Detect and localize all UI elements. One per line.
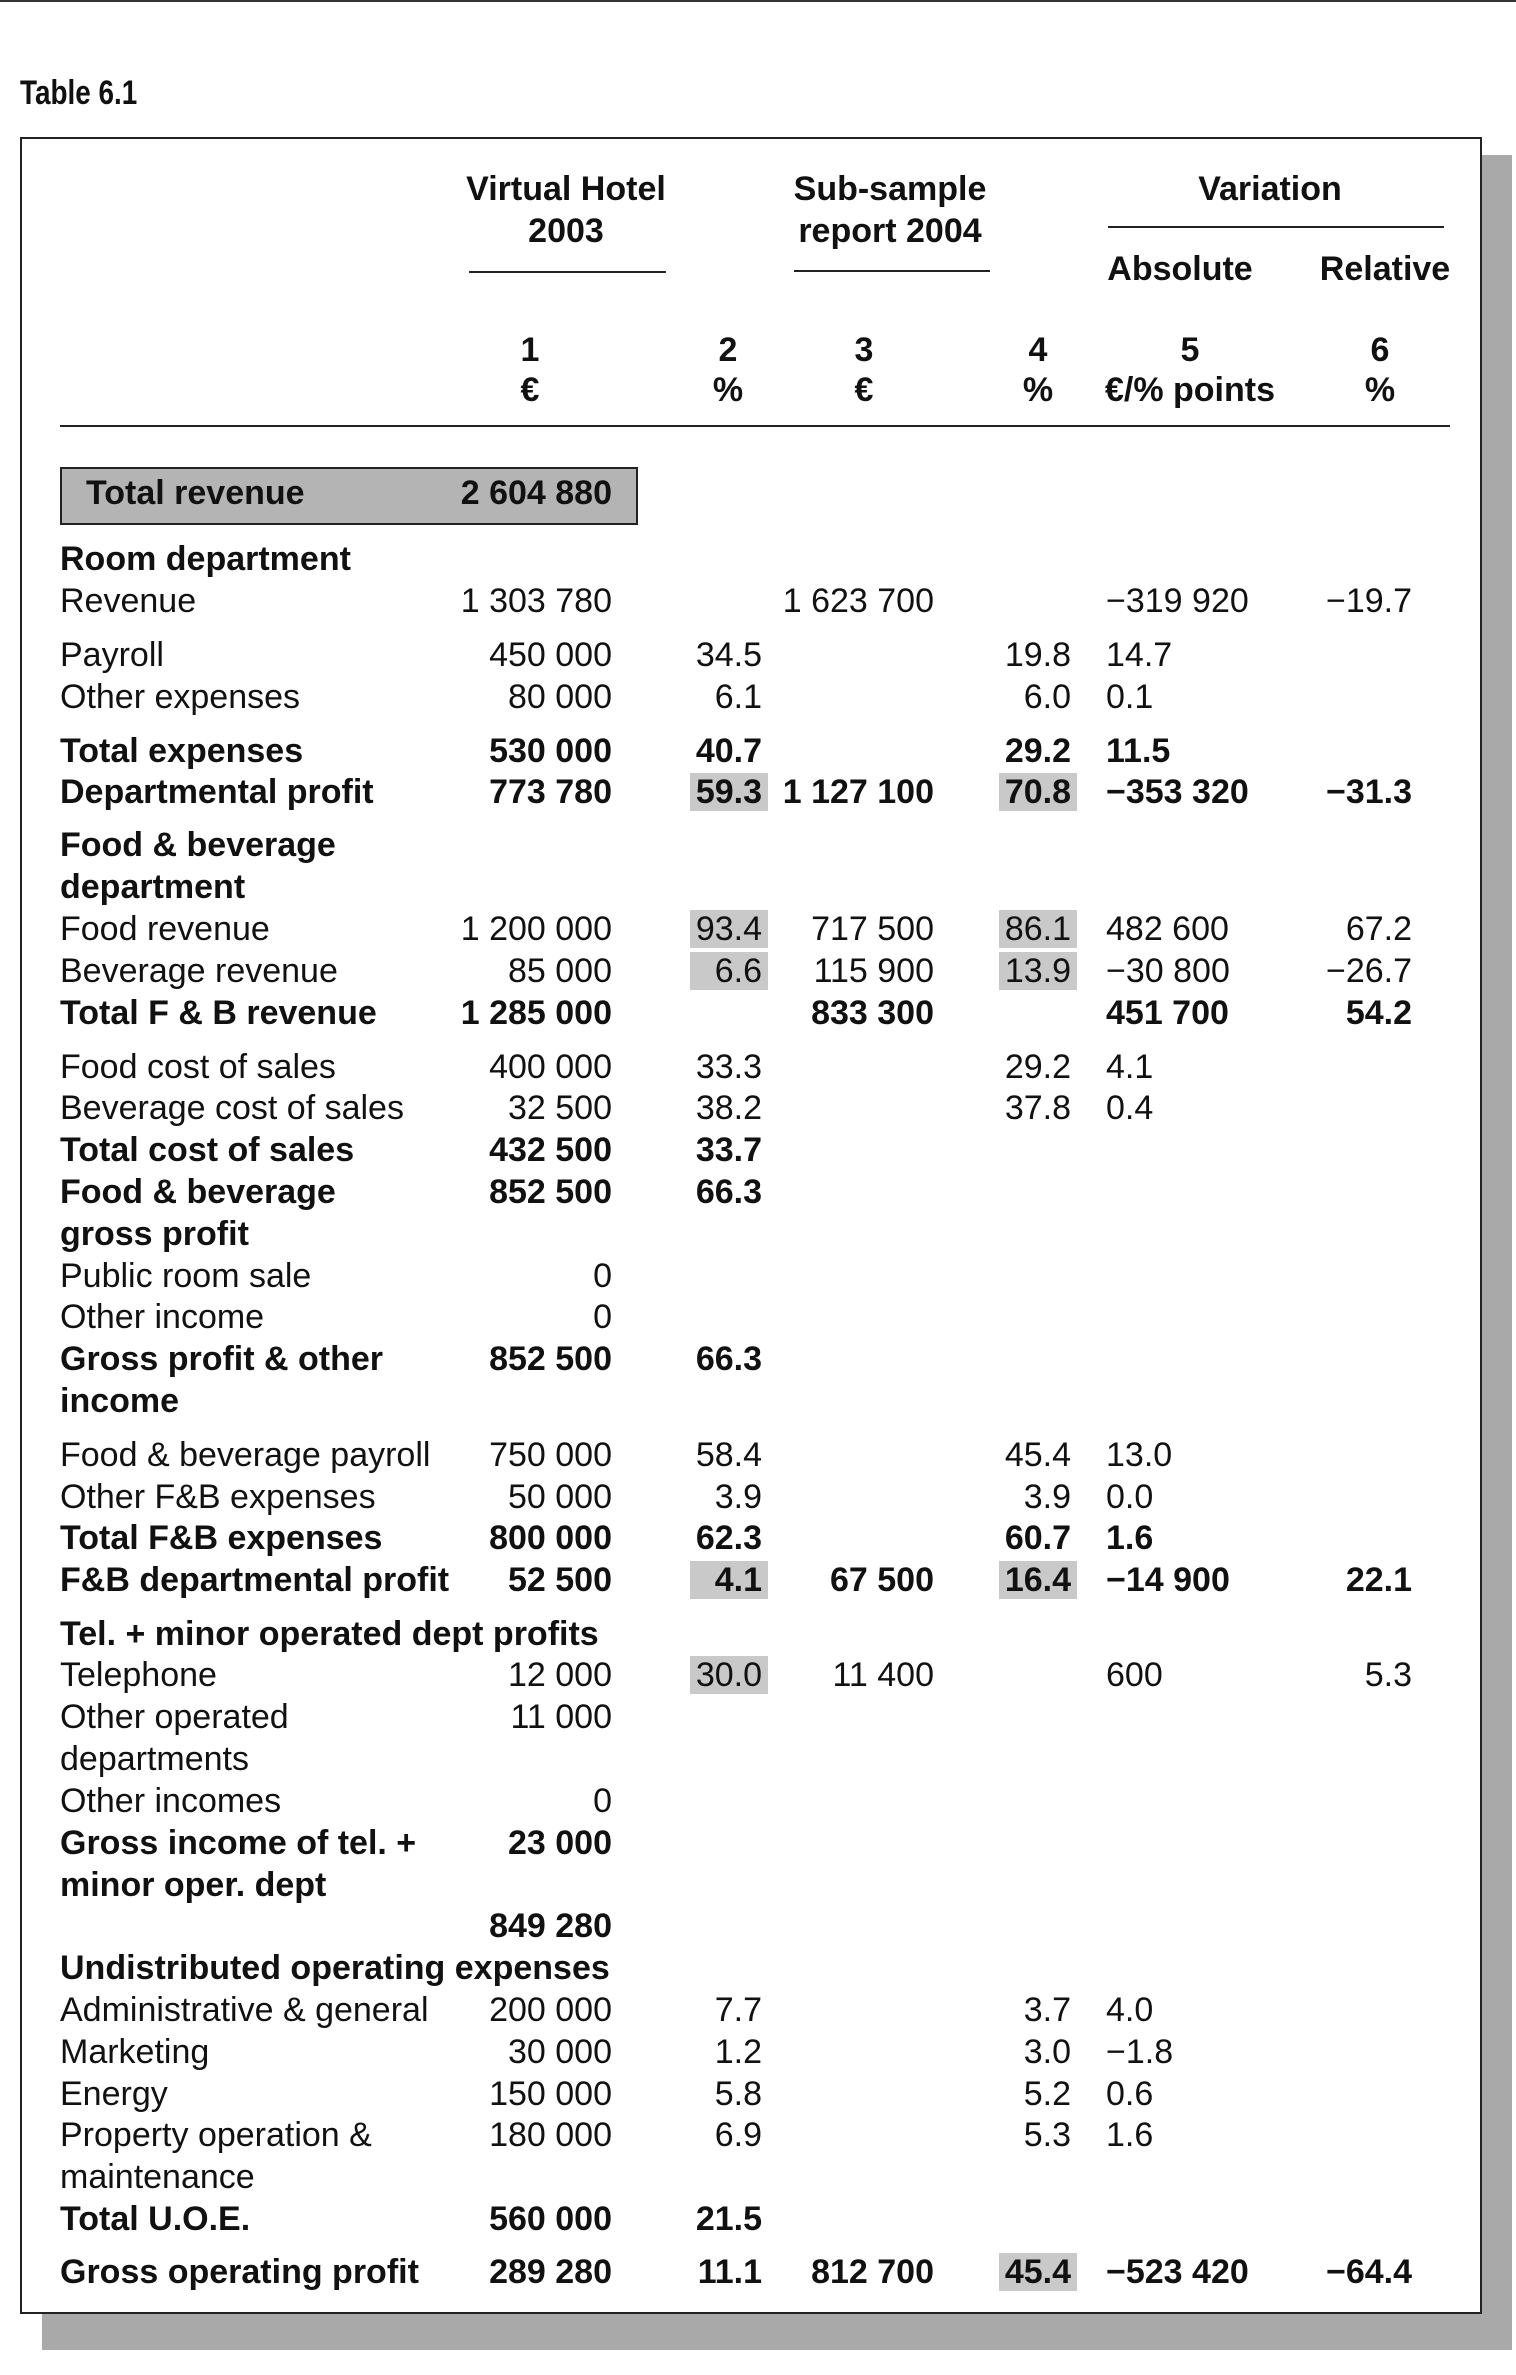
cell-c1: 1 200 000 xyxy=(460,910,612,948)
column-unit-4: % xyxy=(1022,371,1054,409)
column-unit-6: % xyxy=(1364,371,1396,409)
cell-c5: 0.0 xyxy=(1106,1478,1154,1516)
cell-c5: 13.0 xyxy=(1106,1436,1173,1474)
cell-c2: 59.3 xyxy=(695,773,762,811)
column-unit-1: € xyxy=(520,371,540,409)
row-label: Energy xyxy=(60,2075,168,2113)
cell-c2: 34.5 xyxy=(695,636,762,674)
cell-c5: 0.4 xyxy=(1106,1089,1154,1127)
row-label: Beverage revenue xyxy=(60,952,338,990)
header-virtual-hotel-line1: Virtual Hotel xyxy=(466,170,666,208)
total-revenue-value: 2 604 880 xyxy=(460,474,612,512)
cell-c5: 11.5 xyxy=(1106,732,1171,770)
row-label: Total cost of sales xyxy=(60,1131,355,1169)
row-label: Departmental profit xyxy=(60,773,374,811)
cell-c1: 23 000 xyxy=(508,1824,612,1862)
cell-c1: 80 000 xyxy=(508,678,612,716)
cell-c4: 29.2 xyxy=(1004,1048,1071,1086)
cell-c1: 432 500 xyxy=(489,1131,612,1169)
row-label: Total F & B revenue xyxy=(60,994,377,1032)
cell-c2: 38.2 xyxy=(695,1089,762,1127)
cell-c2: 4.1 xyxy=(714,1561,762,1599)
cell-c1: 800 000 xyxy=(489,1519,612,1557)
cell-c5: −1.8 xyxy=(1106,2033,1174,2071)
row-label: Other income xyxy=(60,1298,265,1336)
row-label: Food cost of sales xyxy=(60,1048,336,1086)
cell-c1: 1 303 780 xyxy=(460,582,612,620)
cell-c1: 773 780 xyxy=(489,773,612,811)
cell-c4: 5.2 xyxy=(1023,2075,1071,2113)
row-label: Total U.O.E. xyxy=(60,2200,251,2238)
cell-c3: 11 400 xyxy=(832,1656,934,1694)
cell-c2: 21.5 xyxy=(695,2200,762,2238)
row-label: department xyxy=(60,868,246,906)
cell-c3: 833 300 xyxy=(811,994,934,1032)
cell-c5: 451 700 xyxy=(1106,994,1229,1032)
row-label: Marketing xyxy=(60,2033,210,2071)
cell-c5: −14 900 xyxy=(1106,1561,1230,1599)
cell-c5: 14.7 xyxy=(1106,636,1173,674)
column-number-1: 1 xyxy=(520,331,540,369)
table-caption: Table 6.1 xyxy=(20,74,138,112)
cell-c2: 1.2 xyxy=(714,2033,762,2071)
cell-c1: 200 000 xyxy=(489,1991,612,2029)
row-label: Other incomes xyxy=(60,1782,282,1820)
header-virtual-hotel-line2: 2003 xyxy=(528,212,604,250)
row-label: Food & beverage payroll xyxy=(60,1436,431,1474)
row-label: Administrative & general xyxy=(60,1991,429,2029)
row-label: Other expenses xyxy=(60,678,301,716)
row-label: Tel. + minor operated dept profits xyxy=(60,1615,599,1653)
cell-c2: 6.6 xyxy=(714,952,762,990)
cell-c3: 1 623 700 xyxy=(782,582,934,620)
cell-c1: 50 000 xyxy=(508,1478,612,1516)
cell-c1: 32 500 xyxy=(508,1089,612,1127)
cell-c5: 4.0 xyxy=(1106,1991,1154,2029)
cell-c1: 180 000 xyxy=(489,2116,612,2154)
cell-c2: 93.4 xyxy=(695,910,762,948)
cell-c3: 67 500 xyxy=(830,1561,934,1599)
cell-c5: 0.6 xyxy=(1106,2075,1154,2113)
header-variation: Variation xyxy=(1198,170,1342,208)
row-label: Property operation & xyxy=(60,2116,372,2154)
cell-c4: 13.9 xyxy=(1004,952,1071,990)
cell-c2: 62.3 xyxy=(695,1519,762,1557)
cell-c2: 33.3 xyxy=(695,1048,762,1086)
row-label: Other F&B expenses xyxy=(60,1478,376,1516)
column-number-5: 5 xyxy=(1180,331,1200,369)
cell-c1: 750 000 xyxy=(489,1436,612,1474)
cell-c1: 12 000 xyxy=(508,1656,612,1694)
cell-c5: 1.6 xyxy=(1106,2116,1154,2154)
cell-c6: −26.7 xyxy=(1325,952,1412,990)
row-label: Gross operating profit xyxy=(60,2253,419,2291)
row-label: Gross income of tel. + xyxy=(60,1824,417,1862)
column-number-6: 6 xyxy=(1370,331,1390,369)
cell-c4: 29.2 xyxy=(1004,732,1071,770)
cell-c4: 70.8 xyxy=(1004,773,1071,811)
cell-c2: 58.4 xyxy=(695,1436,762,1474)
row-label: Total expenses xyxy=(60,732,304,770)
cell-c1: 450 000 xyxy=(489,636,612,674)
cell-c5: 4.1 xyxy=(1106,1048,1154,1086)
row-label: Beverage cost of sales xyxy=(60,1089,404,1127)
cell-c5: 0.1 xyxy=(1106,678,1154,716)
cell-c4: 60.7 xyxy=(1004,1519,1071,1557)
row-label: F&B departmental profit xyxy=(60,1561,450,1599)
cell-c2: 40.7 xyxy=(695,732,762,770)
cell-c2: 6.9 xyxy=(714,2116,762,2154)
cell-c1: 560 000 xyxy=(489,2200,612,2238)
cell-c1: 150 000 xyxy=(489,2075,612,2113)
cell-c5: 600 xyxy=(1106,1656,1163,1694)
row-label: income xyxy=(60,1382,180,1420)
row-label: Food & beverage xyxy=(60,1173,336,1211)
cell-c6: 54.2 xyxy=(1345,994,1412,1032)
cell-c1: 85 000 xyxy=(508,952,612,990)
cell-c4: 86.1 xyxy=(1004,910,1071,948)
cell-c2: 3.9 xyxy=(714,1478,762,1516)
cell-c1: 1 285 000 xyxy=(460,994,612,1032)
row-label: Food revenue xyxy=(60,910,270,948)
row-label: maintenance xyxy=(60,2158,255,2196)
header-bottom-rule xyxy=(60,425,1450,427)
cell-c3: 812 700 xyxy=(811,2253,934,2291)
column-number-4: 4 xyxy=(1028,331,1048,369)
header-rule-virtual-hotel xyxy=(469,271,666,273)
cell-c2: 6.1 xyxy=(714,678,762,716)
cell-c4: 3.7 xyxy=(1023,1991,1071,2029)
cell-c4: 6.0 xyxy=(1023,678,1071,716)
row-label: Payroll xyxy=(60,636,164,674)
row-label: gross profit xyxy=(60,1215,249,1253)
cell-c1: 530 000 xyxy=(489,732,612,770)
row-label: Telephone xyxy=(60,1656,217,1694)
cell-c6: −19.7 xyxy=(1325,582,1412,620)
cell-c1: 852 500 xyxy=(489,1173,612,1211)
cell-c5: −319 920 xyxy=(1106,582,1249,620)
cell-c2: 66.3 xyxy=(695,1173,762,1211)
cell-c1: 0 xyxy=(593,1257,612,1295)
cell-c3: 717 500 xyxy=(811,910,934,948)
cell-c4: 3.0 xyxy=(1023,2033,1071,2071)
cell-c4: 37.8 xyxy=(1004,1089,1071,1127)
cell-c1: 52 500 xyxy=(508,1561,612,1599)
column-unit-5: €/% points xyxy=(1104,371,1276,409)
cell-c1: 0 xyxy=(593,1298,612,1336)
cell-c2: 11.1 xyxy=(697,2253,762,2291)
cell-c1: 400 000 xyxy=(489,1048,612,1086)
header-rule-variation xyxy=(1108,226,1444,228)
row-label: Revenue xyxy=(60,582,197,620)
row-label: Public room sale xyxy=(60,1257,312,1295)
row-label: departments xyxy=(60,1740,249,1778)
row-label: Other operated xyxy=(60,1698,289,1736)
cell-c1: 849 280 xyxy=(489,1907,612,1945)
cell-c4: 5.3 xyxy=(1023,2116,1071,2154)
cell-c1: 289 280 xyxy=(489,2253,612,2291)
row-label: Room department xyxy=(60,540,351,578)
cell-c4: 16.4 xyxy=(1004,1561,1071,1599)
cell-c4: 45.4 xyxy=(1004,1436,1071,1474)
cell-c5: −353 320 xyxy=(1106,773,1249,811)
cell-c2: 7.7 xyxy=(714,1991,762,2029)
cell-c6: −31.3 xyxy=(1325,773,1412,811)
top-rule xyxy=(0,0,1516,2)
column-unit-3: € xyxy=(854,371,874,409)
cell-c5: −30 800 xyxy=(1106,952,1230,990)
column-unit-2: % xyxy=(712,371,744,409)
row-label: Gross profit & other xyxy=(60,1340,384,1378)
cell-c2: 33.7 xyxy=(695,1131,762,1169)
cell-c4: 19.8 xyxy=(1004,636,1071,674)
cell-c5: 482 600 xyxy=(1106,910,1229,948)
cell-c2: 30.0 xyxy=(695,1656,762,1694)
cell-c1: 0 xyxy=(593,1782,612,1820)
row-label: Total F&B expenses xyxy=(60,1519,383,1557)
cell-c5: −523 420 xyxy=(1106,2253,1249,2291)
cell-c6: 22.1 xyxy=(1345,1561,1412,1599)
header-subsample-line1: Sub-sample xyxy=(793,170,987,208)
cell-c6: 5.3 xyxy=(1364,1656,1412,1694)
header-relative: Relative xyxy=(1319,250,1451,288)
cell-c4: 3.9 xyxy=(1023,1478,1071,1516)
cell-c4: 45.4 xyxy=(1004,2253,1071,2291)
cell-c1: 30 000 xyxy=(508,2033,612,2071)
row-label: minor oper. dept xyxy=(60,1866,327,1904)
cell-c1: 11 000 xyxy=(510,1698,612,1736)
row-label: Undistributed operating expenses xyxy=(60,1949,610,1987)
total-revenue-label: Total revenue xyxy=(86,474,305,512)
header-subsample-line2: report 2004 xyxy=(798,212,982,250)
row-label: Food & beverage xyxy=(60,826,336,864)
cell-c1: 852 500 xyxy=(489,1340,612,1378)
header-absolute: Absolute xyxy=(1107,250,1253,288)
cell-c6: 67.2 xyxy=(1345,910,1412,948)
header-rule-subsample xyxy=(794,270,990,272)
column-number-3: 3 xyxy=(854,331,874,369)
cell-c5: 1.6 xyxy=(1106,1519,1154,1557)
cell-c3: 115 900 xyxy=(813,952,934,990)
cell-c3: 1 127 100 xyxy=(782,773,934,811)
cell-c2: 5.8 xyxy=(714,2075,762,2113)
cell-c6: −64.4 xyxy=(1325,2253,1412,2291)
column-number-2: 2 xyxy=(718,331,738,369)
cell-c2: 66.3 xyxy=(695,1340,762,1378)
